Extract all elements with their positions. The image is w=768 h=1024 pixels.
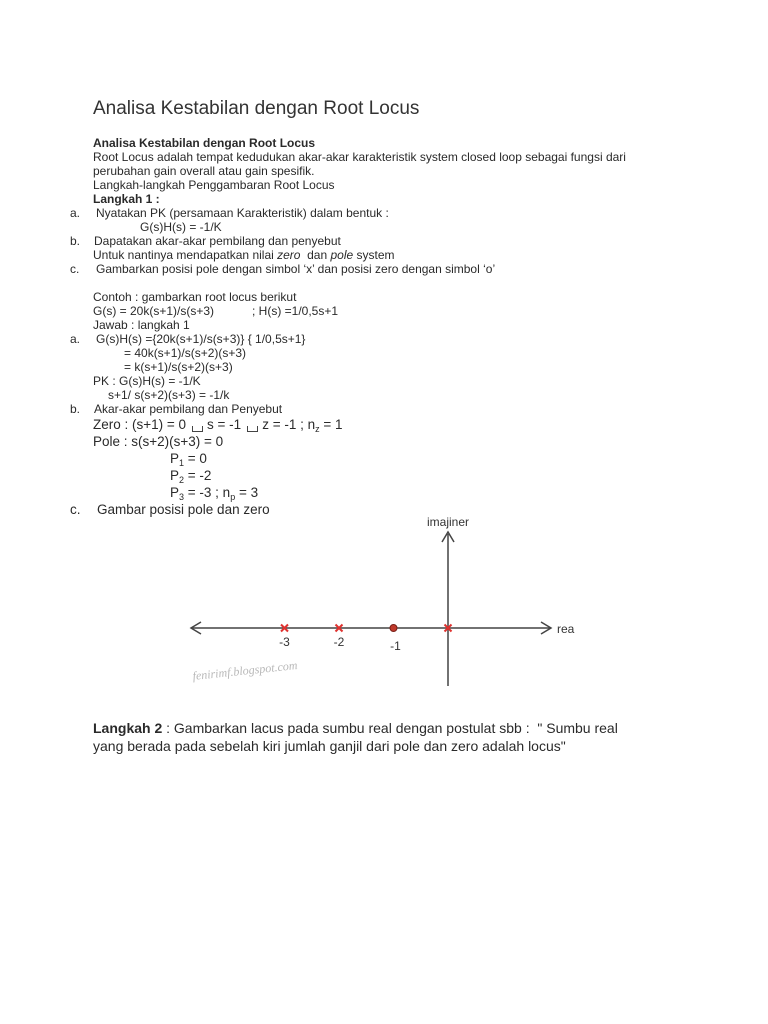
pole-equation: Pole : s(s+2)(s+3) = 0 (93, 434, 224, 449)
pole-zero-diagram (185, 512, 585, 692)
p3-sub: 3 (179, 492, 185, 502)
tick-label: -2 (333, 635, 345, 649)
langkah1-b-marker: b. (70, 234, 81, 248)
b-sub-pre: Untuk nantinya mendapatkan nilai (93, 248, 278, 262)
contoh-line: Contoh : gambarkan root locus berikut (93, 290, 297, 304)
langkah2-text-1: : Gambarkan lacus pada sumbu real dengan postulat sbb : " Sumbu real (162, 720, 618, 736)
contoh-a-line-2: = 40k(s+1)/s(s+2)(s+3) (124, 346, 247, 360)
p1-val: = 0 (184, 451, 207, 466)
implies-arrow-icon (192, 426, 203, 432)
p2-label: P (170, 468, 180, 483)
zero-eq-d: = 1 (319, 417, 343, 432)
contoh-g-expr: G(s) = 20k(s+1)/s(s+3) (93, 304, 215, 318)
contoh-pk-2: s+1/ s(s+2)(s+3) = -1/k (108, 388, 230, 402)
p3-val: = -3 ; n (184, 485, 231, 500)
tick-label: -1 (390, 639, 401, 653)
contoh-a-line-1: G(s)H(s) ={20k(s+1)/s(s+3)} { 1/0,5s+1} (96, 332, 306, 346)
langkah1-c-marker: c. (70, 262, 80, 276)
p1-sub: 1 (179, 458, 185, 468)
page-title: Analisa Kestabilan dengan Root Locus (93, 98, 420, 119)
contoh-c-marker: c. (70, 502, 81, 517)
contoh-a-marker: a. (70, 332, 81, 346)
np-sub: p (230, 492, 236, 502)
zero-eq-sub: z (315, 424, 320, 434)
zero-eq-b: s = -1 (207, 417, 242, 432)
watermark: fenirimf.blogspot.com (191, 658, 299, 683)
p2-val: = -2 (184, 468, 212, 483)
b-sub-post: system (353, 248, 395, 262)
contoh-c-text: Gambar posisi pole dan zero (97, 502, 270, 517)
imaginary-axis-label: imajiner (427, 515, 470, 529)
contoh-b-marker: b. (70, 402, 81, 416)
b-sub-pole: pole (330, 248, 354, 262)
langkah1-a-formula: G(s)H(s) = -1/K (140, 220, 222, 234)
real-axis-label: rea (557, 622, 575, 636)
intro-line-2: perubahan gain overall atau gain spesifik. (93, 164, 315, 178)
langkah2-line-2: yang berada pada sebelah kiri jumlah ganjil dari pole dan zero adalah locus" (93, 738, 566, 754)
implies-arrow-icon (247, 426, 258, 432)
langkah1-b-text: Dapatakan akar-akar pembilang dan penyebut (94, 234, 341, 248)
tick-label: -3 (279, 635, 290, 649)
intro-line-3: Langkah-langkah Penggambaran Root Locus (93, 178, 335, 192)
langkah2-label: Langkah 2 (93, 720, 163, 736)
contoh-jawab: Jawab : langkah 1 (93, 318, 190, 332)
langkah1-a-text: Nyatakan PK (persamaan Karakteristik) dalam bentuk : (96, 206, 389, 220)
langkah1-a-marker: a. (70, 206, 81, 220)
zero-eq-a: Zero : (s+1) = 0 (93, 417, 187, 432)
langkah2-line-1 (93, 719, 618, 737)
intro-heading: Analisa Kestabilan dengan Root Locus (93, 136, 316, 150)
intro-line-1: Root Locus adalah tempat kedudukan akar-akar karakteristik system closed loop sebagai fungsi dari (93, 150, 626, 164)
contoh-b-text: Akar-akar pembilang dan Penyebut (94, 402, 283, 416)
langkah1-heading: Langkah 1 : (93, 192, 160, 206)
contoh-a-line-3: = k(s+1)/s(s+2)(s+3) (124, 360, 233, 374)
langkah1-c-text: Gambarkan posisi pole dengan simbol ‘x’ dan posisi zero dengan simbol ‘o’ (96, 262, 496, 276)
p1-label: P (170, 451, 180, 466)
p3-label: P (170, 485, 180, 500)
contoh-h-expr: ; H(s) =1/0,5s+1 (252, 304, 339, 318)
b-sub-mid: dan (300, 248, 331, 262)
p2-sub: 2 (179, 475, 185, 485)
np-val: = 3 (235, 485, 259, 500)
zero-marker (390, 625, 397, 632)
langkah1-b-subtext (93, 248, 395, 262)
zero-eq-c: z = -1 ; n (262, 417, 316, 432)
b-sub-zero: zero (277, 248, 301, 262)
contoh-pk-1: PK : G(s)H(s) = -1/K (93, 374, 201, 388)
